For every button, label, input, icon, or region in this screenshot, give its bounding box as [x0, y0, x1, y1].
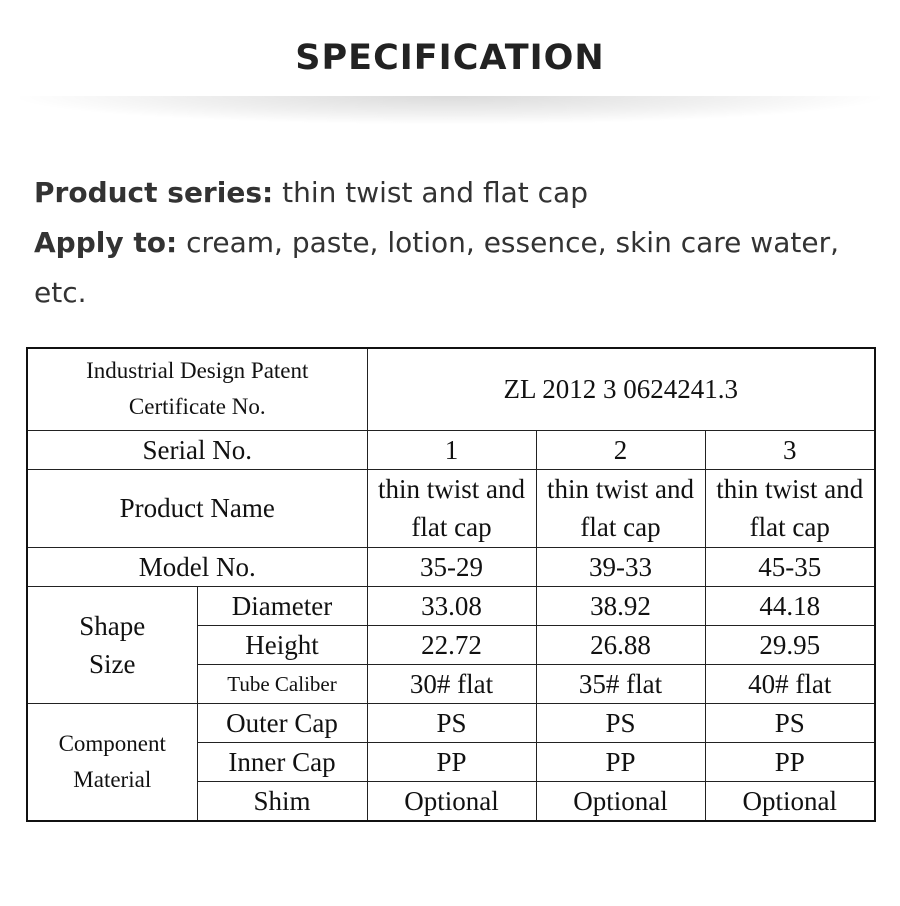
- model-cell: 45-35: [705, 547, 875, 586]
- height-cell: 22.72: [367, 625, 536, 664]
- product-name-label-cell: Product Name: [27, 469, 367, 547]
- inner-cap-cell: PP: [367, 742, 536, 781]
- product-name-cell: thin twist and flat cap: [705, 469, 875, 547]
- diameter-cell: 44.18: [705, 586, 875, 625]
- table-row-serial: [27, 430, 875, 469]
- diameter-cell: 38.92: [536, 586, 705, 625]
- product-name-cell: thin twist and flat cap: [367, 469, 536, 547]
- shim-cell: Optional: [536, 781, 705, 821]
- tube-caliber-label-cell: Tube Caliber: [197, 664, 367, 703]
- diameter-label-cell: Diameter: [197, 586, 367, 625]
- serial-label-cell: Serial No.: [27, 430, 367, 469]
- model-cell: 35-29: [367, 547, 536, 586]
- title-divider-shadow: [20, 96, 880, 124]
- table-row-patent: [27, 348, 875, 430]
- product-series-line: [34, 168, 884, 218]
- product-name-cell: thin twist and flat cap: [536, 469, 705, 547]
- outer-cap-cell: PS: [705, 703, 875, 742]
- shim-cell: Optional: [367, 781, 536, 821]
- table-row-diameter: [27, 586, 875, 625]
- tube-caliber-cell: 35# flat: [536, 664, 705, 703]
- model-cell: 39-33: [536, 547, 705, 586]
- model-label-cell: Model No.: [27, 547, 367, 586]
- apply-to-line: [34, 218, 884, 318]
- product-series-value: thin twist and flat cap: [282, 176, 588, 209]
- tube-caliber-cell: 30# flat: [367, 664, 536, 703]
- table-row-outer-cap: [27, 703, 875, 742]
- serial-cell: 1: [367, 430, 536, 469]
- serial-cell: 3: [705, 430, 875, 469]
- apply-to-label: Apply to:: [34, 226, 178, 259]
- serial-cell: 2: [536, 430, 705, 469]
- inner-cap-label-cell: Inner Cap: [197, 742, 367, 781]
- shim-cell: Optional: [705, 781, 875, 821]
- inner-cap-cell: PP: [705, 742, 875, 781]
- table-row-model: [27, 547, 875, 586]
- height-cell: 26.88: [536, 625, 705, 664]
- diameter-cell: 33.08: [367, 586, 536, 625]
- outer-cap-cell: PS: [367, 703, 536, 742]
- height-label-cell: Height: [197, 625, 367, 664]
- shim-label-cell: Shim: [197, 781, 367, 821]
- patent-label-cell: Industrial Design Patent Certificate No.: [27, 348, 367, 430]
- outer-cap-label-cell: Outer Cap: [197, 703, 367, 742]
- tube-caliber-cell: 40# flat: [705, 664, 875, 703]
- product-series-label: Product series:: [34, 176, 274, 209]
- table-row-product-name: [27, 469, 875, 547]
- outer-cap-cell: PS: [536, 703, 705, 742]
- apply-to-value: cream, paste, lotion, essence, skin care water, etc.: [34, 226, 839, 309]
- specification-table: [26, 347, 876, 822]
- shape-size-label-cell: Shape Size: [27, 586, 197, 703]
- page-title: SPECIFICATION: [295, 38, 605, 78]
- inner-cap-cell: PP: [536, 742, 705, 781]
- patent-number-cell: ZL 2012 3 0624241.3: [367, 348, 875, 430]
- component-material-label-cell: Component Material: [27, 703, 197, 821]
- height-cell: 29.95: [705, 625, 875, 664]
